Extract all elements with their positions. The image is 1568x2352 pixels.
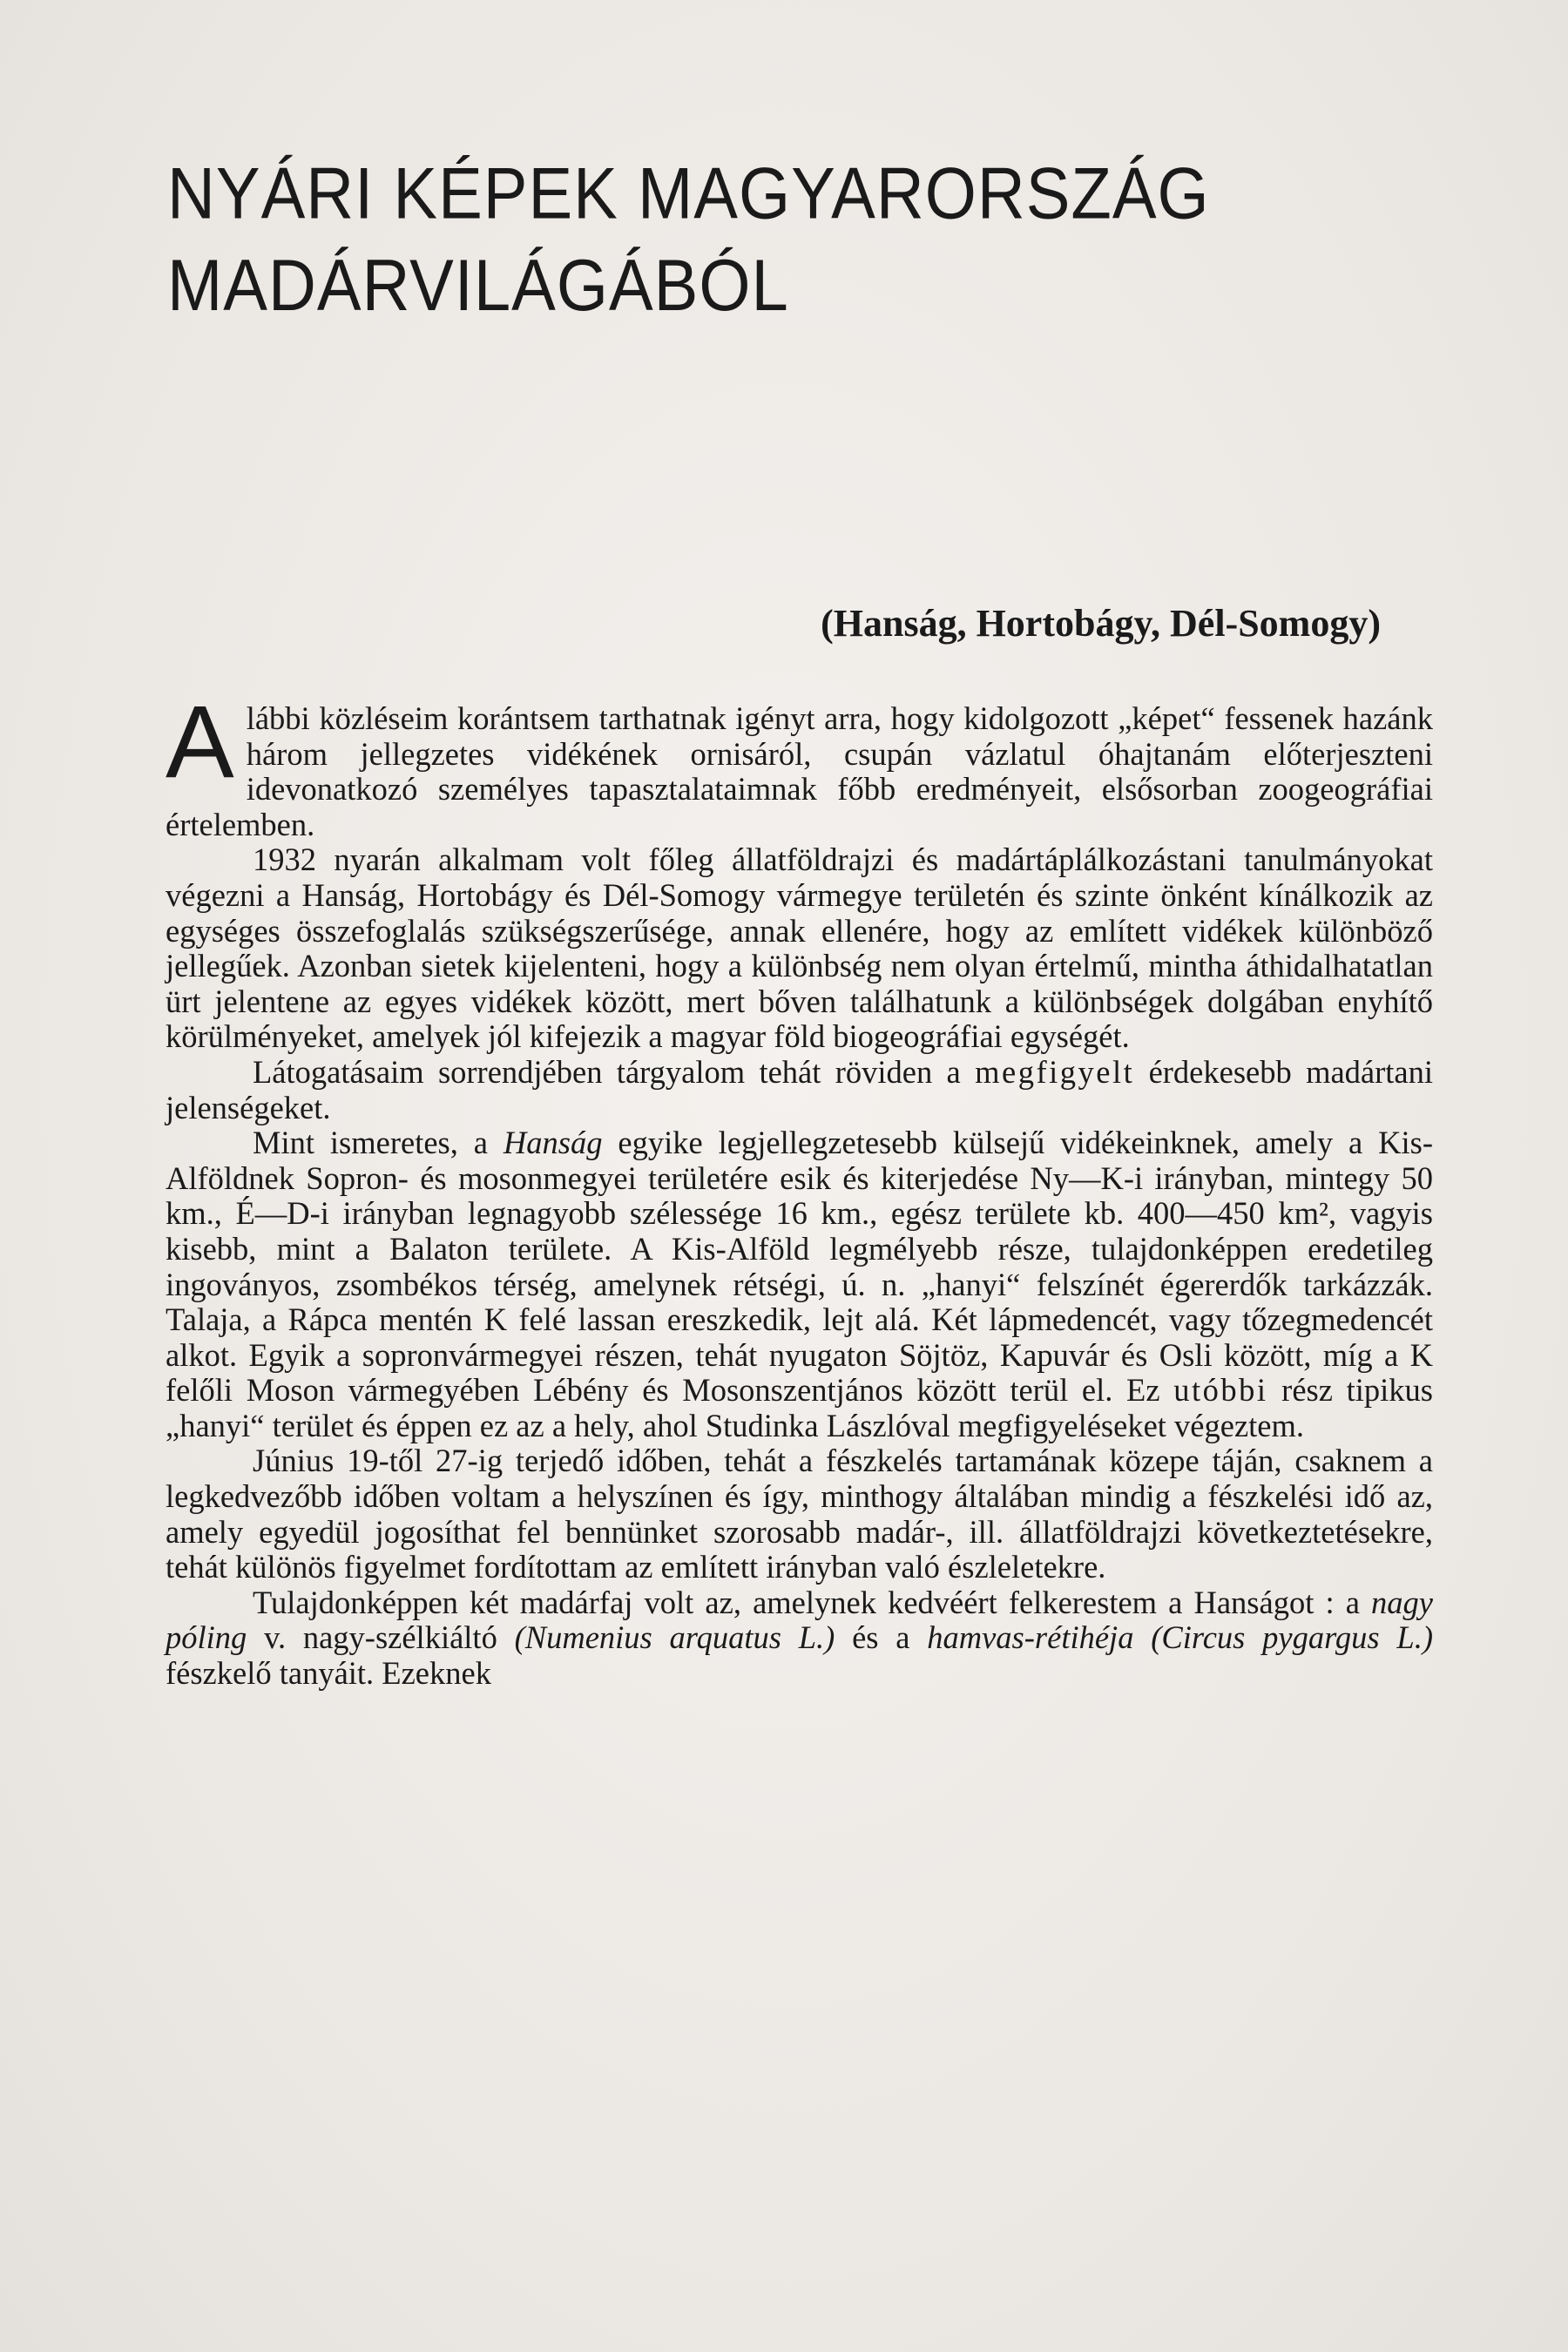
paragraph-5: Június 19-től 27-ig terjedő időben, tehát a fészkelés tartamának közepe táján, csaknem a legkedvezőbb időben voltam a helyszínen és így, minthogy általában mindig a fészkelési idő az, amely egyedül jogosíthat fel bennünket szorosabb madár-, ill. állatföldrajzi következtetésekre, tehát különös figyelmet fordítottam az említett irányban való észleletekre. [166,1443,1433,1585]
paragraph-6-text-a: Tulajdonképpen két madárfaj volt az, amelynek kedvéért felkerestem a Hanságot : a [253,1584,1372,1620]
drop-cap: A [166,685,234,800]
paragraph-1-text: lábbi közléseim korántsem tarthatnak igényt arra, hogy kidolgozott „képet“ fessenek hazánk három jellegzetes vidékének ornisáról, csupán vázlatul óhajtanám előterjeszteni idevonatkozó személyes tapasztalataimnak főbb eredményeit, elsősorban zoogeográfiai értelemben. [166,700,1433,842]
hansag-italic: Hanság [503,1125,603,1161]
paragraph-3 [166,1055,1433,1125]
numenius-italic: (Numenius arquatus L.) [514,1619,835,1656]
paragraph-6 [166,1585,1433,1692]
paragraph-4-text-b: egyike legjellegzetesebb külsejű vidékeinknek, amely a Kis-Alföldnek Sopron- és mosonmegyei területére esik és kiterjedése Ny—K-i irányban, mintegy 50 km., É—D-i irányban legnagyobb szélessége 16 km., egész területe kb. 400—450 km², vagyis kisebb, mint a Balaton területe. A Kis-Alföld legmélyebb része, tulajdonképpen eredetileg ingoványos, zsombékos térség, amelynek rétségi, ú. n. „hanyi“ felszínét égererdők tarkázzák. Talaja, a Rápca mentén K felé lassan ereszkedik, lejt alá. Két lápmedencét, vagy tőzegmedencét alkot. Egyik a sopronvármegyei részen, tehát nyugaton Söjtöz, Kapuvár és Osli között, míg a K felőli Moson vármegyében Lébény és Mosonszentjános között terül el. Ez [166,1125,1433,1409]
paragraph-6-text-b: v. nagy-szélkiáltó [247,1619,515,1656]
paragraph-4-text-c: rész tipikus „hanyi“ terület és éppen ez az a hely, ahol Studinka Lászlóval megfigyeléseket végeztem. [166,1372,1433,1443]
article-title [167,148,1404,332]
paragraph-2: 1932 nyarán alkalmam volt főleg állatföldrajzi és madártáplálkozástani tanulmányokat végezni a Hanság, Hortobágy és Dél-Somogy vármegye területén és szinte önként kínálkozik az egységes összefoglalás szükségszerűsége, annak ellenére, hogy az említett vidékek különböző jellegűek. Azonban sietek kijelenteni, hogy a különbség nem olyan értelmű, mintha áthidalhatatlan ürt jelentene az egyes vidékek között, mert bőven találhatunk a különbségek dolgában enyhítő körülményeket, amelyek jól kifejezik a magyar föld biogeográfiai egységét. [166,841,1433,1055]
paragraph-4 [166,1125,1433,1443]
paragraph-1 [166,685,1433,842]
paragraph-3-text-a: Látogatásaim sorrendjében tárgyalom tehát röviden a [253,1053,976,1090]
nagy-poling-italic: nagy póling [166,1584,1433,1656]
hamvas-retiheja-italic: hamvas-rétihéja (Circus pygargus L.) [927,1619,1433,1656]
paragraph-6-text-c: és a [835,1619,928,1656]
paragraph-4-text-a: Mint ismeretes, a [253,1125,504,1161]
article-subtitle: (Hanság, Hortobágy, Dél-Somogy) [821,602,1381,645]
paragraph-3-spaced-word: megfigyelt [975,1053,1135,1090]
paragraph-6-text-d: fészkelő tanyáit. Ezeknek [166,1655,491,1692]
article-title-line-2: MADÁRVILÁGÁBÓL [167,245,789,327]
paragraph-3-text-b: érdekesebb madártani jelenségeket. [166,1053,1433,1125]
paragraph-4-spaced-word: utóbbi [1173,1372,1268,1409]
article-body [166,685,1433,1692]
article-title-line-1: NYÁRI KÉPEK MAGYARORSZÁG [167,152,1210,234]
